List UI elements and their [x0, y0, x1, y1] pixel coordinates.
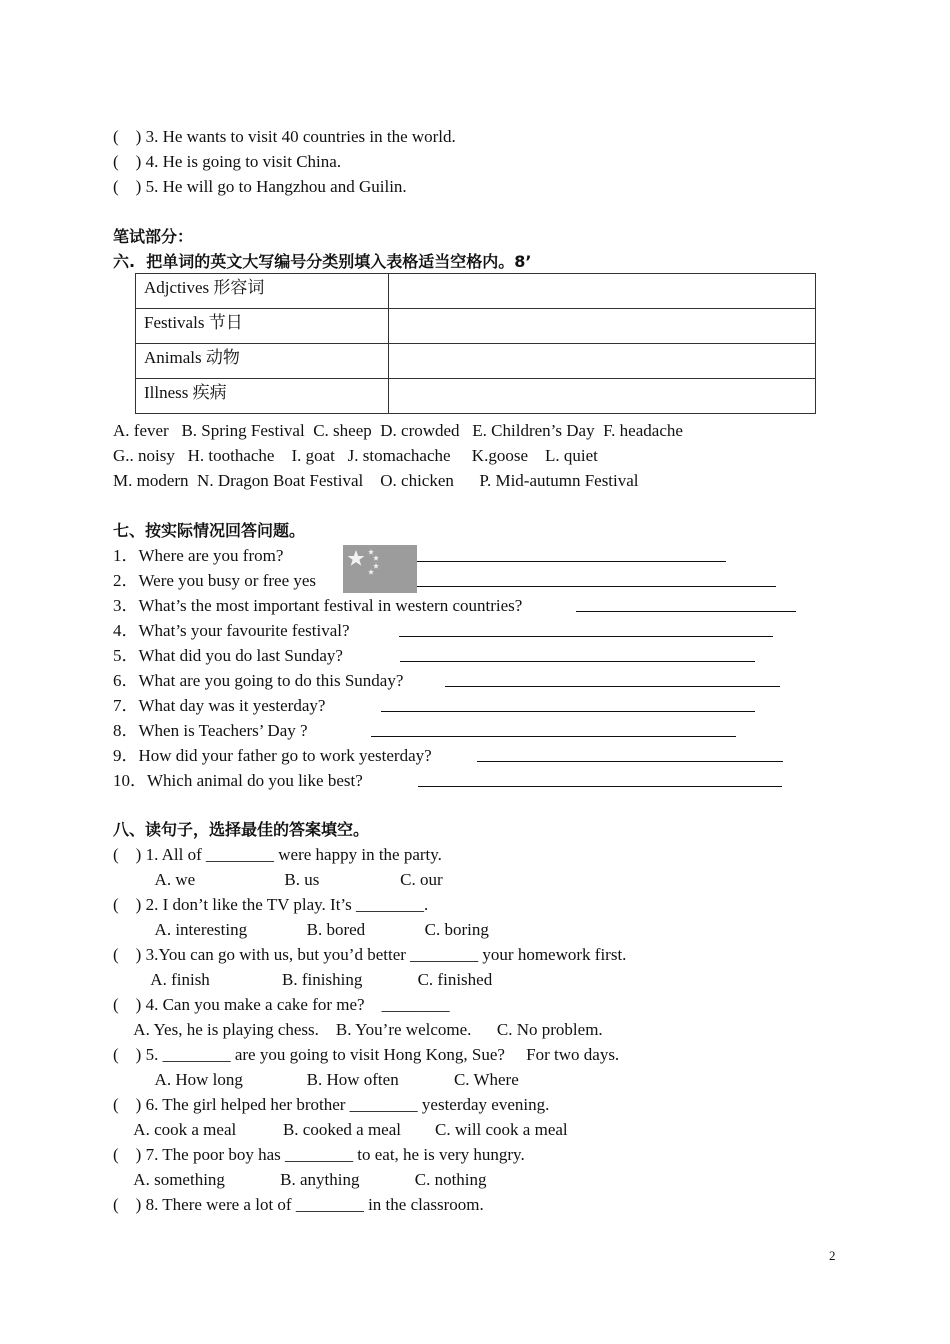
- question-text: 9．How did your father go to work yesterday?: [113, 746, 432, 765]
- mc-options-1: A. we B. us C. our: [113, 870, 443, 889]
- answer-blank[interactable]: [371, 720, 736, 737]
- listening-item-3: ( ) 3. He wants to visit 40 countries in the world.: [113, 127, 456, 146]
- answer-blank[interactable]: [381, 695, 755, 712]
- classification-table: [135, 273, 816, 414]
- china-flag-image: [343, 545, 417, 593]
- question-7: [113, 695, 325, 717]
- category-label: Animals 动物: [136, 344, 389, 379]
- question-1: [113, 545, 283, 567]
- question-4: [113, 620, 350, 642]
- mc-question-5: ( ) 5. ________ are you going to visit Hong Kong, Sue? For two days.: [113, 1045, 620, 1064]
- question-text: 3．What’s the most important festival in western countries?: [113, 596, 523, 615]
- category-label: Illness 疾病: [136, 379, 389, 414]
- answer-blank[interactable]: [400, 645, 755, 662]
- question-text: 2．Were you busy or free yes: [113, 571, 317, 590]
- word-options-line-3: M. modern N. Dragon Boat Festival O. chicken P. Mid-autumn Festival: [113, 471, 639, 490]
- question-6: [113, 670, 403, 692]
- mc-options-2: A. interesting B. bored C. boring: [113, 920, 489, 939]
- mc-question-4: ( ) 4. Can you make a cake for me? ________: [113, 995, 450, 1014]
- question-9: [113, 745, 432, 767]
- question-text: 4．What’s your favourite festival?: [113, 621, 350, 640]
- mc-question-2: ( ) 2. I don’t like the TV play. It’s ________.: [113, 895, 429, 914]
- question-text: 10．Which animal do you like best?: [113, 771, 363, 790]
- table-row: [136, 344, 816, 379]
- star-icon: [343, 545, 417, 593]
- answer-cell[interactable]: [389, 309, 816, 344]
- table-row: [136, 379, 816, 414]
- question-10: [113, 770, 363, 792]
- question-text: 1．Where are you from?: [113, 546, 284, 565]
- table-row: [136, 274, 816, 309]
- listening-item-4: ( ) 4. He is going to visit China.: [113, 152, 342, 171]
- question-3: [113, 595, 522, 617]
- answer-blank[interactable]: [416, 570, 776, 587]
- mc-options-6: A. cook a meal B. cooked a meal C. will cook a meal: [113, 1120, 568, 1139]
- question-text: 5．What did you do last Sunday?: [113, 646, 343, 665]
- question-8: [113, 720, 308, 742]
- mc-question-1: ( ) 1. All of ________ were happy in the party.: [113, 845, 442, 864]
- category-label: Festivals 节日: [136, 309, 389, 344]
- page-number: 2: [829, 1248, 836, 1263]
- mc-question-6: ( ) 6. The girl helped her brother ________ yesterday evening.: [113, 1095, 550, 1114]
- answer-blank[interactable]: [399, 620, 773, 637]
- mc-question-3: ( ) 3.You can go with us, but you’d better ________ your homework first.: [113, 945, 627, 964]
- answer-blank[interactable]: [576, 595, 796, 612]
- written-section-heading: 笔试部分：: [113, 227, 194, 246]
- answer-blank[interactable]: [418, 770, 782, 787]
- question-text: 8．When is Teachers’ Day ?: [113, 721, 308, 740]
- question-5: [113, 645, 343, 667]
- mc-options-3: A. finish B. finishing C. finished: [113, 970, 493, 989]
- listening-item-5: ( ) 5. He will go to Hangzhou and Guilin.: [113, 177, 407, 196]
- question-text: 6．What are you going to do this Sunday?: [113, 671, 404, 690]
- section-7-heading: 七、按实际情况回答问题。: [113, 521, 306, 540]
- word-options-line-1: A. fever B. Spring Festival C. sheep D. crowded E. Children’s Day F. headache: [113, 421, 683, 440]
- mc-options-4: A. Yes, he is playing chess. B. You’re welcome. C. No problem.: [113, 1020, 603, 1039]
- answer-blank[interactable]: [445, 670, 780, 687]
- answer-blank[interactable]: [477, 745, 783, 762]
- answer-blank[interactable]: [416, 545, 726, 562]
- word-options-line-2: G.. noisy H. toothache I. goat J. stomachache K.goose L. quiet: [113, 446, 598, 465]
- mc-options-7: A. something B. anything C. nothing: [113, 1170, 487, 1189]
- question-2: [113, 570, 316, 592]
- answer-cell[interactable]: [389, 344, 816, 379]
- table-row: [136, 309, 816, 344]
- mc-question-8: ( ) 8. There were a lot of ________ in the classroom.: [113, 1195, 484, 1214]
- mc-options-5: A. How long B. How often C. Where: [113, 1070, 519, 1089]
- answer-cell[interactable]: [389, 274, 816, 309]
- question-text: 7．What day was it yesterday?: [113, 696, 326, 715]
- answer-cell[interactable]: [389, 379, 816, 414]
- mc-question-7: ( ) 7. The poor boy has ________ to eat, he is very hungry.: [113, 1145, 525, 1164]
- category-label: Adjctives 形容词: [136, 274, 389, 309]
- section-6-heading: 六. 把单词的英文大写编号分类别填入表格适当空格内。8’: [113, 252, 532, 271]
- section-8-heading: 八、读句子，选择最佳的答案填空。: [113, 820, 370, 839]
